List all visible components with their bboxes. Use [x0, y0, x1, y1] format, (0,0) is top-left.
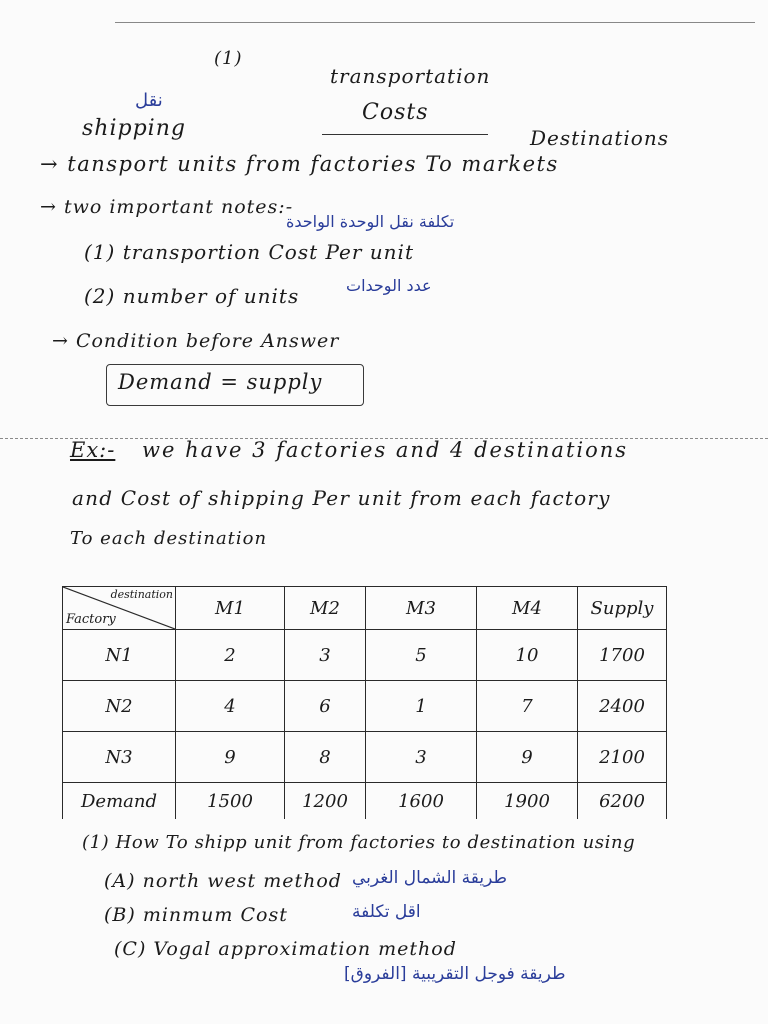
table-cell: 2: [176, 630, 285, 681]
table-row: [63, 681, 667, 732]
corner-bottom-label: Factory: [66, 612, 116, 627]
row-label: N1: [63, 630, 176, 681]
title-underline: [322, 134, 488, 135]
shipping-label: shipping: [82, 116, 186, 141]
title-line-2: Costs: [362, 100, 429, 125]
example-line-1: we have 3 factories and 4 destinations: [142, 438, 629, 462]
arabic-method-a: طريقة الشمال الغربي: [352, 868, 507, 888]
arabic-method-b: اقل تكلفة: [352, 902, 421, 922]
header-cell: Supply: [578, 587, 667, 630]
table-cell: 2400: [578, 681, 667, 732]
top-edge-line: [115, 22, 755, 23]
note-2: (2) number of units: [84, 284, 300, 308]
page-number: (1): [214, 48, 243, 69]
method-b: (B) minmum Cost: [104, 904, 288, 926]
arabic-cost-per-unit: تكلفة نقل الوحدة الواحدة: [286, 212, 455, 231]
header-cell: M4: [477, 587, 578, 630]
table-header-row: [63, 587, 667, 630]
two-notes-line: → two important notes:-: [40, 196, 294, 218]
header-cell: M1: [176, 587, 285, 630]
destinations-label: Destinations: [530, 126, 669, 150]
table-cell: 4: [176, 681, 285, 732]
table-cell: 10: [477, 630, 578, 681]
method-a: (A) north west method: [104, 870, 342, 892]
question-1: (1) How To shipp unit from factories to destination using: [82, 832, 636, 853]
table-cell: 8: [285, 732, 366, 783]
table-cell: 1: [366, 681, 477, 732]
demand-cell: 6200: [578, 783, 667, 820]
arabic-naql: نقل: [135, 90, 163, 111]
note-1: (1) transportion Cost Per unit: [84, 240, 414, 264]
demand-cell: 1200: [285, 783, 366, 820]
arabic-method-c: طريقة فوجل التقريبية [الفروق]: [344, 964, 566, 984]
row-label: N2: [63, 681, 176, 732]
header-cell: M2: [285, 587, 366, 630]
demand-label: Demand: [63, 783, 176, 820]
example-label: Ex:-: [70, 438, 116, 462]
table-row: [63, 630, 667, 681]
example-line-3: To each destination: [70, 528, 268, 549]
table-cell: 3: [366, 732, 477, 783]
demand-supply: Demand = supply: [118, 370, 323, 394]
table-cell: 2100: [578, 732, 667, 783]
arabic-num-units: عدد الوحدات: [346, 276, 432, 295]
title-line-1: transportation: [330, 64, 491, 88]
example-line-2: and Cost of shipping Per unit from each factory: [72, 486, 611, 510]
transportation-table: [62, 586, 667, 819]
demand-cell: 1900: [477, 783, 578, 820]
table-cell: 5: [366, 630, 477, 681]
method-c: (C) Vogal approximation method: [114, 938, 457, 960]
demand-cell: 1500: [176, 783, 285, 820]
demand-cell: 1600: [366, 783, 477, 820]
corner-cell: [63, 587, 176, 630]
corner-top-label: destination: [110, 588, 173, 601]
transport-line: → tansport units from factories To markets: [40, 152, 559, 176]
row-label: N3: [63, 732, 176, 783]
table-cell: 9: [176, 732, 285, 783]
condition-line: → Condition before Answer: [52, 330, 340, 352]
table-cell: 1700: [578, 630, 667, 681]
table-cell: 9: [477, 732, 578, 783]
table-cell: 6: [285, 681, 366, 732]
table-row: [63, 732, 667, 783]
demand-row: [63, 783, 667, 820]
table-cell: 7: [477, 681, 578, 732]
table-cell: 3: [285, 630, 366, 681]
header-cell: M3: [366, 587, 477, 630]
